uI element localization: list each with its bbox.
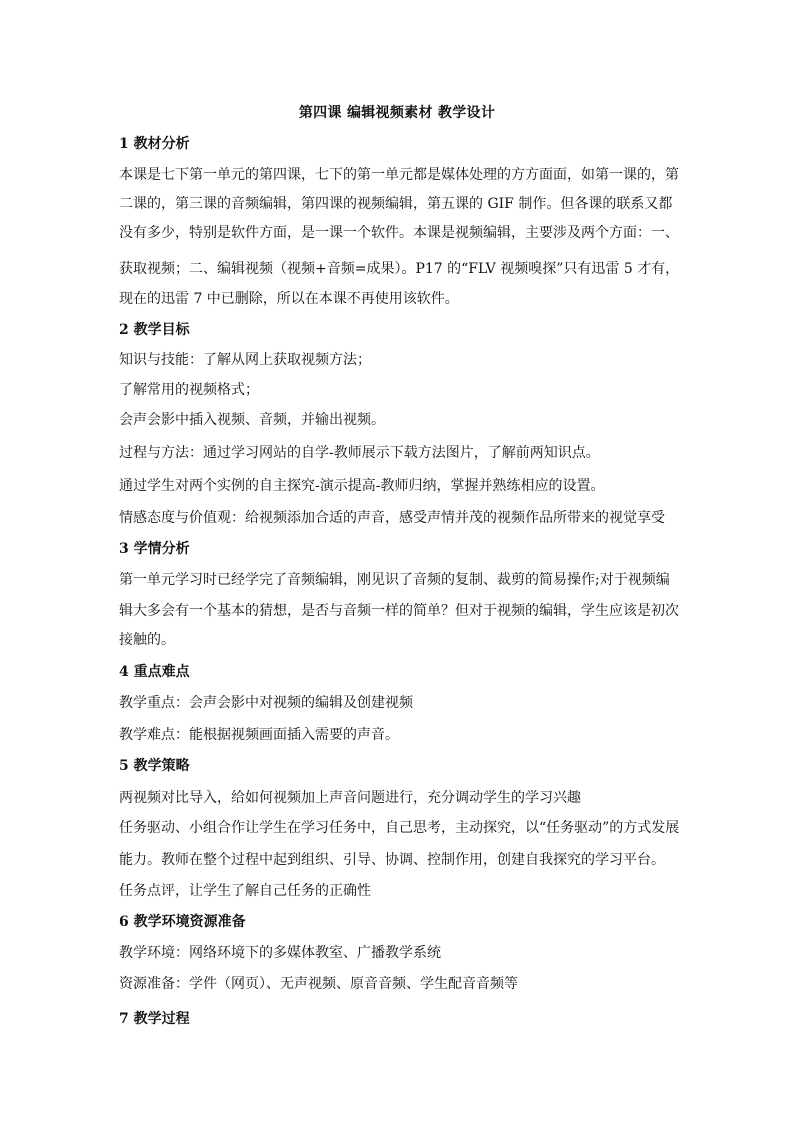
paragraph-line: 了解常用的视频格式； <box>119 382 259 398</box>
section-heading: 6 教学环境资源准备 <box>119 914 246 930</box>
paragraph-line: 现在的迅雷 7 中已删除，所以在本课不再使用该软件。 <box>119 291 459 307</box>
paragraph-line: 本课是七下第一单元的第四课，七下的第一单元都是媒体处理的方方面面，如第一课的，第 <box>119 167 679 183</box>
paragraph-line: 能力。教师在整个过程中起到组织、引导、协调、控制作用，创建自我探究的学习平台。 <box>119 852 665 868</box>
paragraph-line: 情感态度与价值观：给视频添加合适的声音，感受声情并茂的视频作品所带来的视觉享受 <box>119 510 665 526</box>
paragraph-line: 辑大多会有一个基本的猜想，是否与音频一样的简单？但对于视频的编辑，学生应该是初次 <box>119 603 679 619</box>
paragraph-line: 教学难点：能根据视频画面插入需要的声音。 <box>119 727 399 743</box>
paragraph-line: 获取视频；二、编辑视频（视频+音频=成果）。P17 的“FLV 视频嗅探”只有迅雷 5 才有， <box>119 261 680 277</box>
paragraph-line: 教学环境：网络环境下的多媒体教室、广播教学系统 <box>119 945 441 961</box>
paragraph-line: 知识与技能：了解从网上获取视频方法； <box>119 352 371 368</box>
paragraph-line: 第一单元学习时已经学完了音频编辑，刚见识了音频的复制、裁剪的简易操作;对于视频编 <box>119 572 670 588</box>
paragraph-line: 二课的，第三课的音频编辑，第四课的视频编辑，第五课的 GIF 制作。但各课的联系又都 <box>119 196 673 212</box>
section-heading: 5 教学策略 <box>119 758 190 774</box>
section-heading: 2 教学目标 <box>119 322 190 338</box>
paragraph-line: 过程与方法：通过学习网站的自学-教师展示下载方法图片，了解前两知识点。 <box>119 445 600 461</box>
paragraph-line: 通过学生对两个实例的自主探究-演示提高-教师归纳，掌握并熟练相应的设置。 <box>119 478 605 494</box>
paragraph-line: 任务驱动、小组合作让学生在学习任务中，自己思考，主动探究，以“任务驱动”的方式发展 <box>119 820 680 836</box>
paragraph-line: 教学重点：会声会影中对视频的编辑及创建视频 <box>119 695 413 711</box>
section-heading: 7 教学过程 <box>119 1011 190 1027</box>
section-heading: 3 学情分析 <box>119 541 190 557</box>
section-heading: 4 重点难点 <box>119 664 190 680</box>
page-title: 第四课 编辑视频素材 教学设计 <box>298 105 496 121</box>
paragraph-line: 会声会影中插入视频、音频，并输出视频。 <box>119 412 385 428</box>
paragraph-line: 资源准备：学件（网页）、无声视频、原音音频、学生配音音频等 <box>119 976 518 992</box>
paragraph-line: 两视频对比导入，给如何视频加上声音问题进行，充分调动学生的学习兴趣 <box>119 790 581 806</box>
paragraph-line: 接触的。 <box>119 632 175 648</box>
section-heading: 1 教材分析 <box>119 136 190 152</box>
paragraph-line: 没有多少，特别是软件方面，是一课一个软件。本课是视频编辑，主要涉及两个方面：一、 <box>119 225 679 241</box>
paragraph-line: 任务点评，让学生了解自己任务的正确性 <box>119 883 371 899</box>
